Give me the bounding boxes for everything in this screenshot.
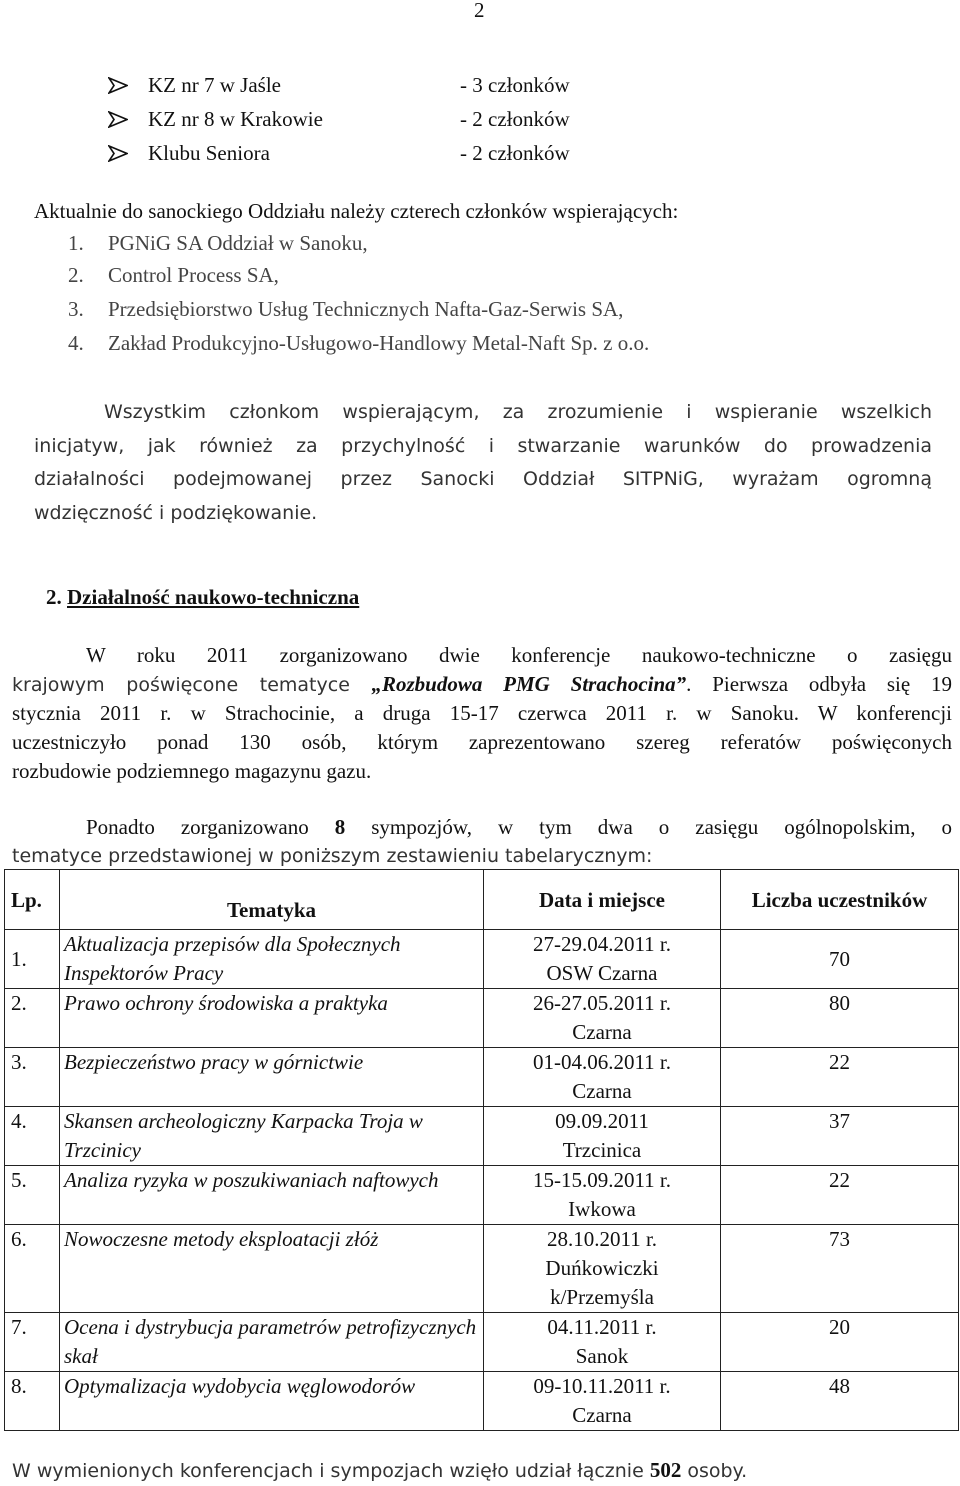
date-text: 09.09.2011 [555,1109,649,1133]
thanks-paragraph [34,396,932,530]
text-run: krajowym poświęcone tematyce [12,674,372,696]
list-text: Przedsiębiorstwo Usług Technicznych Nafta-Gaz-Serwis SA, [108,297,624,321]
cell-count: 22 [721,1048,959,1107]
table-row [5,1313,959,1372]
date-text: 09-10.11.2011 r. [533,1374,671,1398]
conferences-paragraph [12,641,952,786]
supporters-intro: Aktualnie do sanockiego Oddziału należy czterech członków wspierających: [34,199,679,223]
table-row [5,1372,959,1431]
date-text: 26-27.05.2011 r. [532,991,672,1015]
place-text: Iwkowa [568,1197,636,1221]
section-title: Działalność naukowo-techniczna [67,585,360,609]
paragraph-line: tematyce przedstawionej w poniższym zestawieniu tabelarycznym: [12,845,653,867]
list-number: 2. [68,263,84,287]
table-row [5,1166,959,1225]
conference-topic: „Rozbudowa PMG Strachocina” [371,672,687,696]
cell-topic: Optymalizacja wydobycia węglowodorów [60,1372,484,1431]
cell-lp: 8. [5,1372,60,1431]
date-text: 28.10.2011 r. [546,1227,658,1251]
table-row [5,930,959,989]
text-run: . Pierwsza odbyła się 19 [686,672,952,696]
cell-lp: 5. [5,1166,60,1225]
cell-count: 73 [721,1225,959,1313]
cell-topic: Aktualizacja przepisów dla Społecznych Inspektorów Pracy [60,930,484,989]
total-participants: 502 [649,1458,682,1482]
cell-count: 48 [721,1372,959,1431]
place-text: Trzcinica [562,1138,642,1162]
paragraph-line: uczestniczyło ponad 130 osób, którym zaprezentowano szereg referatów poświęconych [12,730,952,754]
date-text: 15-15.09.2011 r. [532,1168,672,1192]
place-text: Sanok [575,1344,629,1368]
place-text: Czarna [572,1079,632,1103]
list-number: 4. [68,331,84,355]
cell-topic: Analiza ryzyka w poszukiwaniach naftowych [60,1166,484,1225]
cell-topic: Ocena i dystrybucja parametrów petrofizycznych skał [60,1313,484,1372]
text-run: stycznia 2011 r. [12,701,191,725]
cell-topic: Prawo ochrony środowiska a praktyka [60,989,484,1048]
cell-count: 70 [721,930,959,989]
cell-date [484,1107,721,1166]
section-number: 2. [46,585,62,609]
paragraph-line [12,670,952,699]
cell-topic: Bezpieczeństwo pracy w górnictwie [60,1048,484,1107]
text-run: w Strachocinie, a druga 15-17 czerwca 2011 r. w Sanoku. [190,701,799,725]
cell-lp: 2. [5,989,60,1048]
date-text: 04.11.2011 r. [547,1315,657,1339]
bullet-name: KZ nr 8 w Krakowie [148,107,323,131]
section-heading [46,582,359,612]
symposia-table [4,869,959,1431]
header-date: Data i miejsce [484,870,721,930]
cell-lp: 7. [5,1313,60,1372]
cell-date [484,1313,721,1372]
text-run: sympozjów, w tym dwa o zasięgu ogólnopolskim, o [345,815,952,839]
header-count: Liczba uczestników [721,870,959,930]
bullet-count: - 3 członków [460,73,570,97]
symposia-count: 8 [334,815,346,839]
symposia-paragraph [12,813,952,871]
cell-count: 20 [721,1313,959,1372]
table-row [5,1048,959,1107]
cell-count: 22 [721,1166,959,1225]
paragraph-line: Wszystkim członkom wspierającym, za zrozumienie i wspieranie wszelkich [104,401,932,423]
list-number: 3. [68,297,84,321]
table-row [5,1225,959,1313]
cell-count: 80 [721,989,959,1048]
paragraph-line: rozbudowie podziemnego magazynu gazu. [12,759,372,783]
paragraph-line: inicjatyw, jak również za przychylność i stwarzanie warunków do prowadzenia [34,434,932,457]
table-row [5,989,959,1048]
table-row [5,1107,959,1166]
text-run: Ponadto zorganizowano [86,815,335,839]
paragraph-line [12,699,952,728]
place-text: Czarna [572,1020,632,1044]
cell-date [484,1372,721,1431]
text-run: osoby. [681,1460,748,1482]
place-text: Czarna [572,1403,632,1427]
cell-topic: Skansen archeologiczny Karpacka Troja w Trzcinicy [60,1107,484,1166]
paragraph-line: W roku 2011 zorganizowano dwie konferencje naukowo-techniczne o zasięgu [86,643,952,667]
place-text: Duńkowiczki [545,1256,659,1280]
cell-lp: 6. [5,1225,60,1313]
paragraph-line [12,813,952,842]
text-run: W wymienionych konferencjach i sympozjach wzięło udział łącznie [12,1460,650,1482]
place-text: k/Przemyśla [550,1285,654,1309]
list-text: Control Process SA, [108,263,279,287]
cell-date [484,930,721,989]
table-header-row [5,870,959,930]
page-number: 2 [474,0,485,22]
date-text: 01-04.06.2011 r. [532,1050,672,1074]
summary-line [12,1455,747,1486]
header-topic: Tematyka [60,870,484,930]
list-text: Zakład Produkcyjno-Usługowo-Handlowy Metal-Naft Sp. z o.o. [108,331,650,355]
cell-lp: 1. [5,930,60,989]
cell-date [484,1166,721,1225]
cell-lp: 4. [5,1107,60,1166]
header-lp: Lp. [5,870,60,930]
bullet-count: - 2 członków [460,107,570,131]
list-number: 1. [68,231,84,255]
cell-lp: 3. [5,1048,60,1107]
paragraph-line: działalności podejmowanej przez Sanocki Oddział SITPNiG, wyrażam ogromną [34,468,932,490]
bullet-name: KZ nr 7 w Jaśle [148,73,281,97]
cell-date [484,1225,721,1313]
text-run: W konferencji [799,701,952,725]
list-text: PGNiG SA Oddział w Sanoku, [108,231,368,255]
cell-date [484,1048,721,1107]
cell-topic: Nowoczesne metody eksploatacji złóż [60,1225,484,1313]
bullet-count: - 2 członków [460,141,570,165]
cell-date [484,989,721,1048]
place-text: OSW Czarna [546,961,658,985]
cell-count: 37 [721,1107,959,1166]
paragraph-line: wdzięczność i podziękowanie. [34,501,318,524]
date-text: 27-29.04.2011 r. [532,932,672,956]
bullet-name: Klubu Seniora [148,141,270,165]
